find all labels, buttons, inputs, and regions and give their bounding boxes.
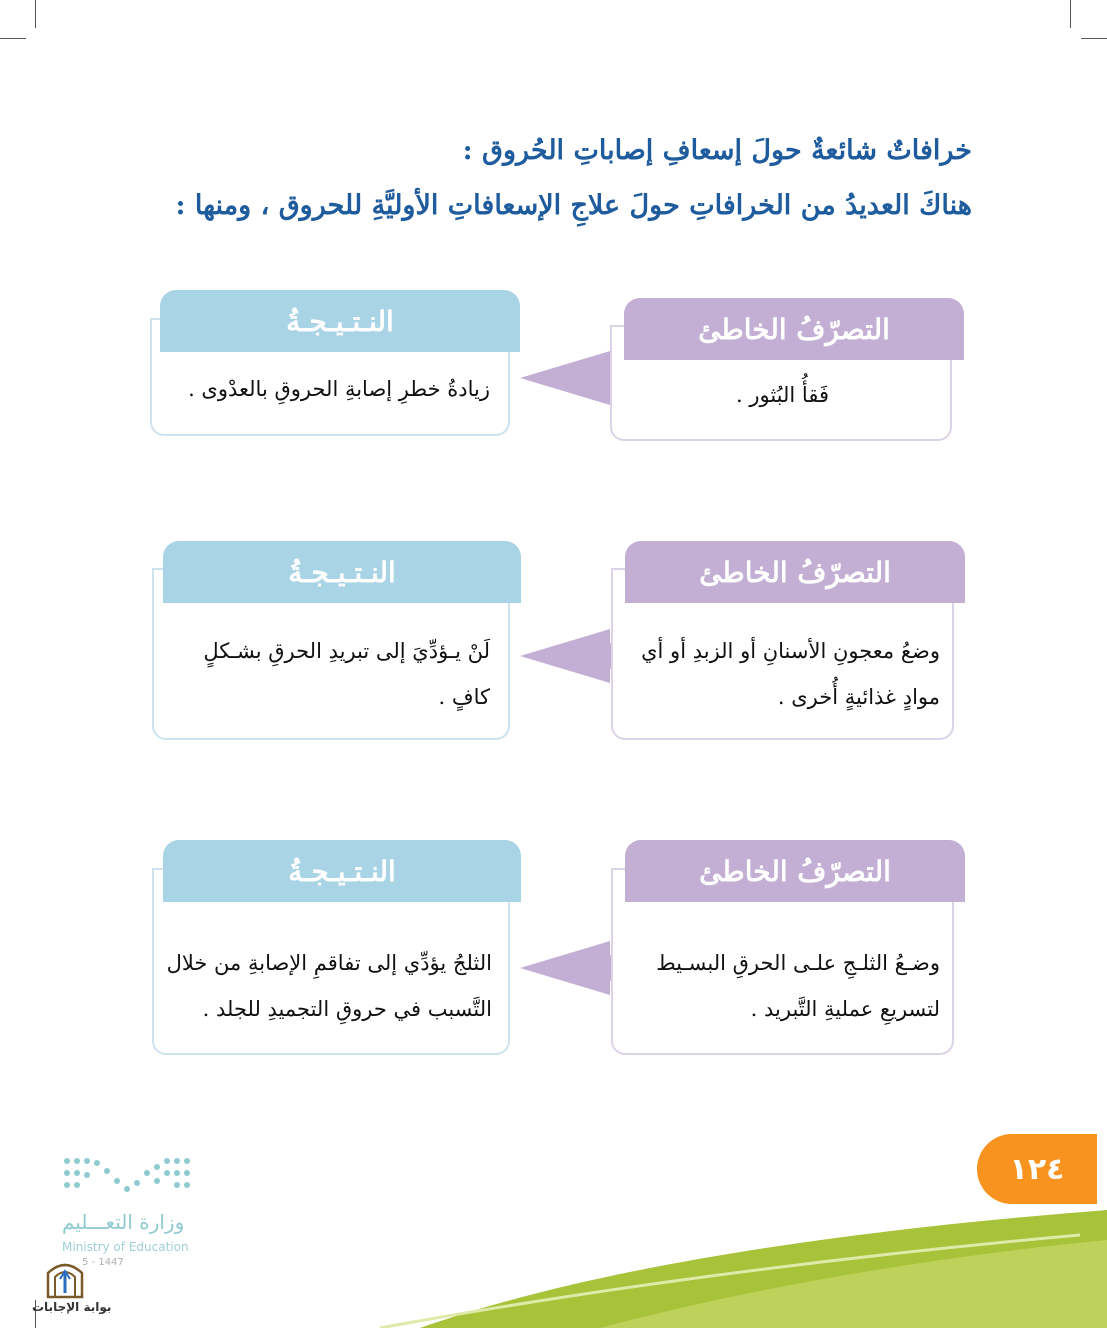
ministry-year: 5 - 1447 [82, 1257, 124, 1268]
result-tab: النـتـيـجـةُ [163, 840, 521, 902]
wrong-text [625, 628, 940, 720]
text-line: موادٍ غذائيةٍ أُخرى . [777, 685, 940, 709]
result-text [170, 366, 490, 412]
text-line: زيادةُ خطرِ إصابةِ الحروقِ بالعدْوى . [188, 377, 490, 401]
ministry-name-ar: وزارة التعـــليم [62, 1210, 185, 1234]
site-logo-icon [44, 1257, 86, 1299]
intro-text: هناكَ العديدُ من الخرافاتِ حولَ علاجِ الإسعافاتِ الأوليَّةِ للحروق ، ومنها : [175, 190, 972, 221]
wrong-tab: التصرّفُ الخاطئ [625, 541, 965, 603]
wrong-tab: التصرّفُ الخاطئ [625, 840, 965, 902]
arrow-left-icon [520, 343, 615, 413]
text-line: وضـعُ الثلـجِ علـى الحرقِ البسـيط [656, 951, 940, 975]
crop-mark [35, 0, 36, 28]
crop-mark [1081, 38, 1107, 39]
wrong-text [625, 940, 940, 1032]
text-line: لَنْ يـؤدِّيَ إلى تبريدِ الحرقِ بشـكلٍ [203, 639, 490, 663]
text-line: كافٍ . [438, 685, 490, 709]
text-line: فَقأُ البُثور . [736, 383, 829, 407]
ministry-name-en: Ministry of Education [62, 1240, 189, 1254]
crop-mark [1070, 0, 1071, 28]
arrow-left-icon [520, 621, 615, 691]
result-tab: النـتـيـجـةُ [160, 290, 520, 352]
result-text [160, 940, 492, 1032]
result-text [170, 628, 490, 720]
wrong-tab: التصرّفُ الخاطئ [624, 298, 964, 360]
result-tab: النـتـيـجـةُ [163, 541, 521, 603]
wrong-text [630, 372, 935, 418]
text-line: الثلجُ يؤدِّي إلى تفاقمِ الإصابةِ من خلال [166, 951, 492, 975]
page-number-badge: ١٢٤ [977, 1134, 1097, 1204]
arrow-left-icon [520, 933, 615, 1003]
text-line: وضعُ معجونِ الأسنانِ أو الزبدِ أو أي [641, 639, 940, 663]
text-line: لتسريعِ عمليةِ التَّبريد . [750, 997, 940, 1021]
site-name: بوابة الإجابات [32, 1300, 112, 1314]
crop-mark [0, 38, 26, 39]
text-line: التَّسبب في حروقِ التجميدِ للجلد . [202, 997, 492, 1021]
page-title: خرافاتٌ شائعةٌ حولَ إسعافِ إصاباتِ الحُروق : [462, 135, 972, 166]
